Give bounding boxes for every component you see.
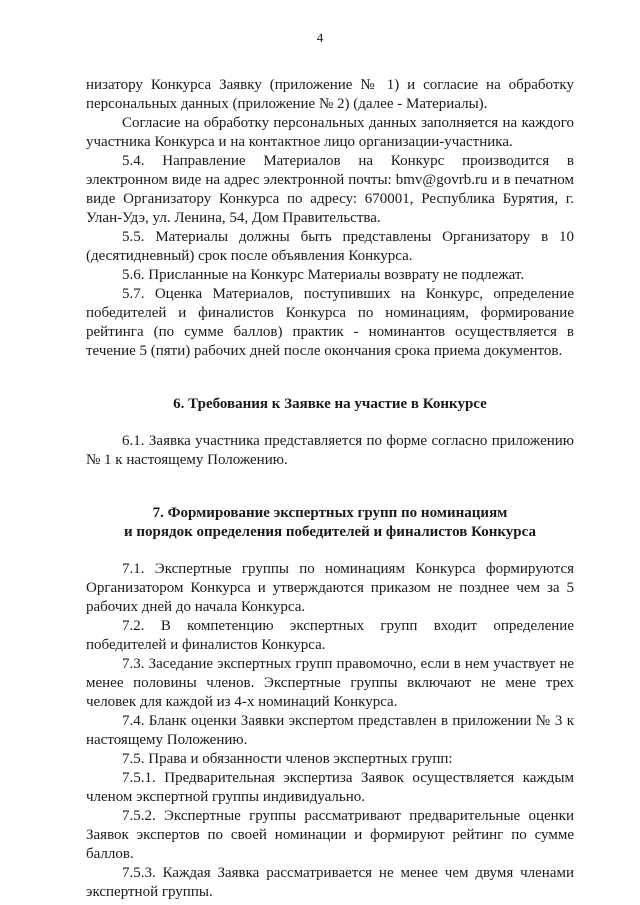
section-spacer [86,470,574,504]
paragraph: 7.1. Экспертные группы по номинациям Конкурса формируются Организатором Конкурса и утверждаются приказом не позднее чем за 5 рабочих дней до начала Конкурса. [86,561,574,615]
paragraph: Согласие на обработку персональных данных заполняется на каждого участника Конкурса и на контактное лицо организации-участника. [86,115,574,150]
section-heading [86,395,574,414]
section-spacer [86,414,574,432]
paragraph: 7.5.3. Каждая Заявка рассматривается не менее чем двумя членами экспертной группы. [86,865,574,900]
paragraph: 6.1. Заявка участника представляется по форме согласно приложению № 1 к настоящему Положению. [86,433,574,468]
section-heading-line: и порядок определения победителей и финалистов Конкурса [124,524,536,540]
paragraph: 7.5. Права и обязанности членов экспертных групп: [122,751,453,767]
paragraph: 7.3. Заседание экспертных групп правомочно, если в нем участвует не менее половины членов. Экспертные группы включают не мене трех человек для каждой из 4-х номинаций Конкурса. [86,656,574,710]
paragraph: низатору Конкурса Заявку (приложение № 1) и согласие на обработку персональных данных (приложение № 2) (далее - Материалы). [86,77,574,112]
paragraph: 7.5.2. Экспертные группы рассматривают предварительные оценки Заявок экспертов по своей номинации и формируют рейтинг по сумме баллов. [86,808,574,862]
page-number: 4 [316,30,324,45]
paragraph: 5.4. Направление Материалов на Конкурс производится в электронном виде на адрес электронной почты: bmv@govrb.ru и в печатном виде Организатору Конкурса по адресу: 670001, Республика Бурятия, г. Улан-Удэ, ул. Ленина, 54, Дом Правительства. [86,153,574,226]
section-heading-line: 6. Требования к Заявке на участие в Конкурсе [173,396,487,412]
paragraph: 7.4. Бланк оценки Заявки экспертом представлен в приложении № 3 к настоящему Положению. [86,713,574,748]
document-body [86,76,574,902]
section-heading [86,504,574,542]
paragraph: 5.6. Присланные на Конкурс Материалы возврату не подлежат. [122,267,525,283]
paragraph: 5.7. Оценка Материалов, поступивших на Конкурс, определение победителей и финалистов Конкурса по номинациям, формирование рейтинга (по сумме баллов) практик - номинантов осуществляется в течение 5 (пяти) рабочих дней после окончания срока приема документов. [86,286,574,359]
section-spacer [86,361,574,395]
paragraph: 7.2. В компетенцию экспертных групп входит определение победителей и финалистов Конкурса. [86,618,574,653]
section-heading-line: 7. Формирование экспертных групп по номинациям [152,505,508,521]
section-spacer [86,542,574,560]
paragraph: 5.5. Материалы должны быть представлены Организатору в 10 (десятидневный) срок после объявления Конкурса. [86,229,574,264]
paragraph: 7.5.1. Предварительная экспертиза Заявок осуществляется каждым членом экспертной группы индивидуально. [86,770,574,805]
